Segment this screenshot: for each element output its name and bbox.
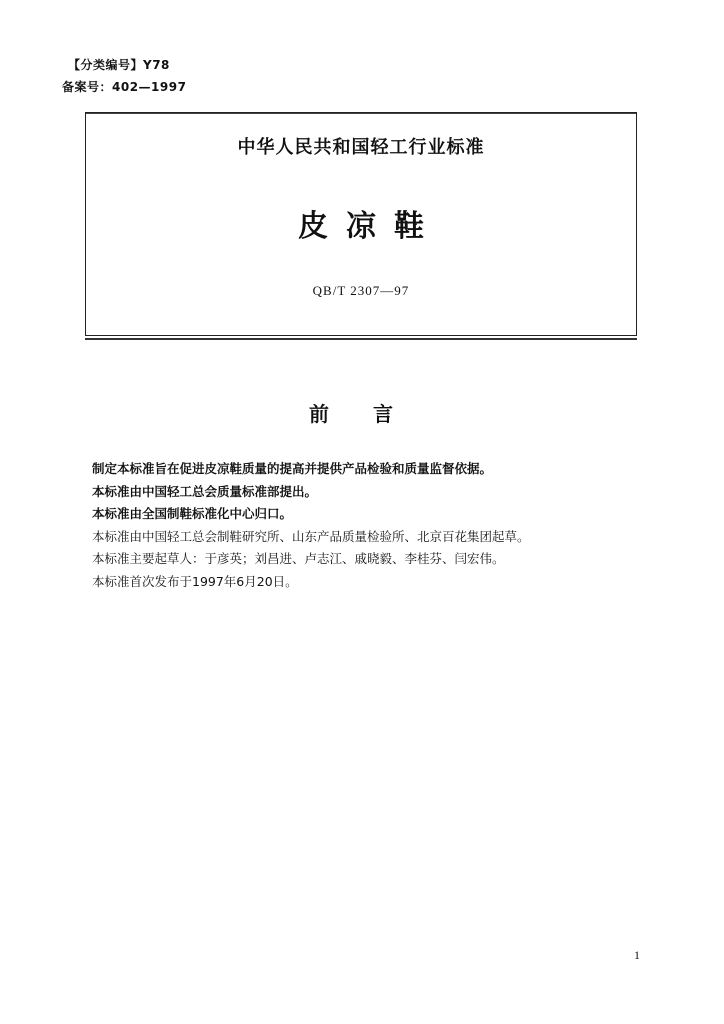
- foreword-paragraph: 本标准由全国制鞋标准化中心归口。: [92, 506, 293, 521]
- foreword-paragraph: 本标准主要起草人：于彦英；刘昌进、卢志江、戚晓毅、李桂芬、闫宏伟。: [92, 551, 505, 566]
- foreword-body: [92, 458, 652, 593]
- industry-standard-title: 中华人民共和国轻工行业标准: [237, 137, 485, 158]
- title-box-bottom-rule: [85, 338, 637, 340]
- page-number: 1: [634, 948, 640, 962]
- foreword-paragraph: 本标准首次发布于1997年6月20日。: [92, 573, 298, 589]
- foreword-paragraph: 本标准由中国轻工总会质量标准部提出。: [92, 483, 318, 499]
- foreword-paragraph: 制定本标准旨在促进皮凉鞋质量的提高并提供产品检验和质量监督依据。: [92, 461, 493, 476]
- document-title: 皮凉鞋: [298, 209, 442, 244]
- standard-number: QB/T 2307—97: [312, 283, 410, 298]
- title-box-top-rule: [86, 113, 636, 114]
- standard-title-box: [85, 112, 637, 336]
- classification-code: 【分类编号】Y78: [68, 58, 170, 72]
- foreword-paragraph: 本标准由中国轻工总会制鞋研究所、山东产品质量检验所、北京百花集团起草。: [92, 528, 530, 544]
- foreword-heading: 前言: [309, 402, 437, 426]
- record-number: 备案号：402—1997: [62, 80, 187, 94]
